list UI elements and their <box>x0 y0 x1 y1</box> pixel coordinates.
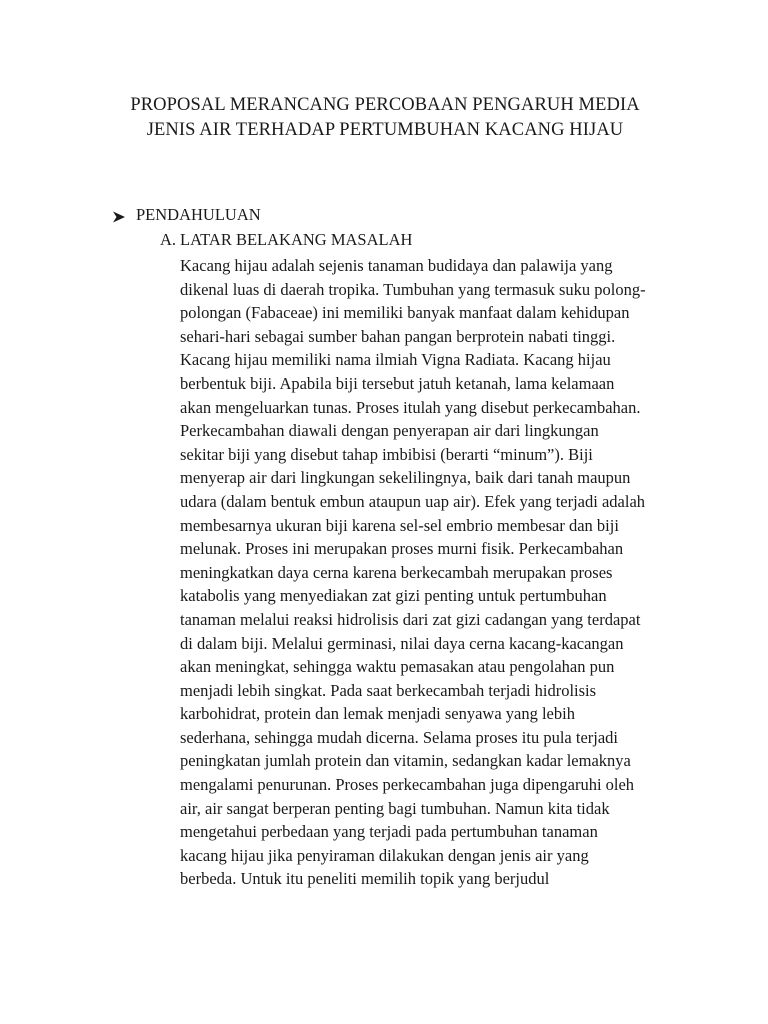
arrowhead-bullet-icon <box>112 211 126 223</box>
paragraph-line: Perkecambahan diawali dengan penyerapan air dari lingkungan <box>180 421 599 441</box>
paragraph-line: air, air sangat berperan penting bagi tumbuhan. Namun kita tidak <box>180 798 610 818</box>
paragraph-line: udara (dalam bentuk embun ataupun uap air). Efek yang terjadi adalah <box>180 491 646 511</box>
paragraph-line: peningkatan jumlah protein dan vitamin, sedangkan kadar lemaknya <box>180 751 631 771</box>
paragraph-line: di dalam biji. Melalui germinasi, nilai daya cerna kacang-kacangan <box>180 633 624 653</box>
paragraph-line: sekitar biji yang disebut tahap imbibisi (berarti “minum”). Biji <box>180 444 593 464</box>
section-heading: PENDAHULUAN <box>136 205 261 224</box>
title-line-1: PROPOSAL MERANCANG PERCOBAAN PENGARUH MEDIA <box>130 95 640 115</box>
paragraph-line: polongan (Fabaceae) ini memiliki banyak manfaat dalam kehidupan <box>180 303 630 323</box>
paragraph-line: melunak. Proses ini merupakan proses murni fisik. Perkecambahan <box>180 539 624 559</box>
paragraph-line: berbeda. Untuk itu peneliti memilih topik yang berjudul <box>180 869 550 889</box>
paragraph-line: Kacang hijau adalah sejenis tanaman budidaya dan palawija yang <box>180 256 613 275</box>
paragraph-line: Kacang hijau memiliki nama ilmiah Vigna Radiata. Kacang hijau <box>180 350 611 370</box>
paragraph-line: mengalami penurunan. Proses perkecambahan juga dipengaruhi oleh <box>180 775 635 795</box>
paragraph-line: berbentuk biji. Apabila biji tersebut jatuh ketanah, lama kelamaan <box>180 373 615 393</box>
title-line-2: JENIS AIR TERHADAP PERTUMBUHAN KACANG HIJAU <box>146 120 624 140</box>
paragraph-line: akan mengeluarkan tunas. Proses itulah yang disebut perkecambahan. <box>180 397 641 417</box>
paragraph-line: tanaman melalui reaksi hidrolisis dari zat gizi cadangan yang terdapat <box>180 609 641 629</box>
subsection-letter: A. <box>160 230 177 249</box>
subsection-title: LATAR BELAKANG MASALAH <box>180 230 413 249</box>
body-paragraph <box>180 254 680 891</box>
paragraph-line: dikenal luas di daerah tropika. Tumbuhan yang termasuk suku polong- <box>180 279 646 299</box>
paragraph-line: sehari-hari sebagai sumber bahan pangan berprotein nabati tinggi. <box>180 326 616 346</box>
document-title <box>60 93 710 143</box>
paragraph-line: sederhana, sehingga mudah dicerna. Selama proses itu pula terjadi <box>180 727 619 747</box>
paragraph-line: meningkatkan daya cerna karena berkecambah merupakan proses <box>180 562 613 582</box>
paragraph-line: mengetahui perbedaan yang terjadi pada pertumbuhan tanaman <box>180 822 598 842</box>
paragraph-line: katabolis yang menyediakan zat gizi penting untuk pertumbuhan <box>180 586 607 606</box>
paragraph-line: menjadi lebih singkat. Pada saat berkecambah terjadi hidrolisis <box>180 680 597 700</box>
paragraph-line: karbohidrat, protein dan lemak menjadi senyawa yang lebih <box>180 704 575 724</box>
paragraph-line: menyerap air dari lingkungan sekelilingnya, baik dari tanah maupun <box>180 468 631 488</box>
subsection-heading <box>160 229 412 251</box>
paragraph-line: kacang hijau jika penyiraman dilakukan dengan jenis air yang <box>180 845 589 865</box>
paragraph-line: membesarnya ukuran biji karena sel-sel embrio membesar dan biji <box>180 515 619 535</box>
paragraph-line: akan meningkat, sehingga waktu pemasakan atau pengolahan pun <box>180 657 615 677</box>
